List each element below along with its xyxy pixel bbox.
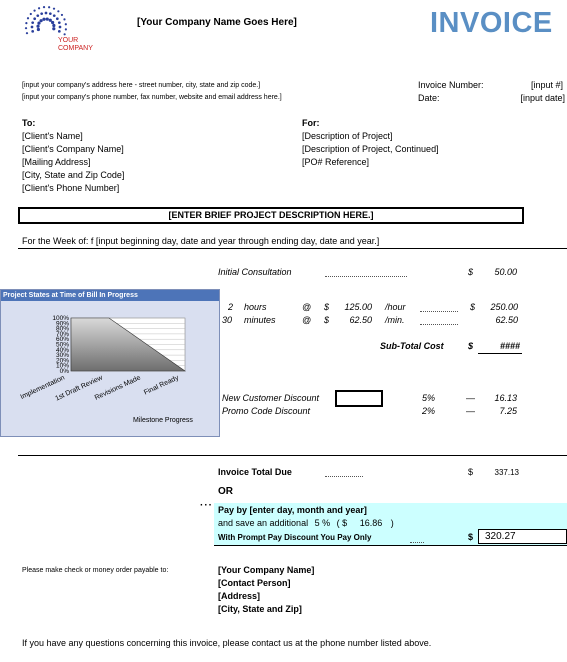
y-tick-label: 30% xyxy=(55,352,69,360)
for-line: [PO# Reference] xyxy=(302,157,370,167)
logo-dot xyxy=(56,17,59,20)
progress-chart xyxy=(0,289,220,437)
logo-dot xyxy=(65,28,67,30)
logo-text-line1: YOUR xyxy=(58,37,79,44)
to-line: [Mailing Address] xyxy=(22,157,91,167)
hours-total-currency: $ xyxy=(470,302,476,312)
y-tick-label: 50% xyxy=(55,341,69,349)
hours-rate[interactable]: 125.00 xyxy=(344,302,372,312)
discount-dash: — xyxy=(466,393,475,403)
total-due-label: Invoice Total Due xyxy=(218,467,292,477)
logo-dot xyxy=(27,17,29,19)
logo-dot xyxy=(59,26,62,29)
payable-line: [Your Company Name] xyxy=(218,565,315,575)
initial-consultation-label: Initial Consultation xyxy=(218,267,292,277)
y-tick-label: 60% xyxy=(55,336,69,344)
company-address: [input your company's address here - street number, city, state and zip code.] xyxy=(22,82,261,89)
initial-amount: 50.00 xyxy=(494,267,517,277)
for-block xyxy=(302,130,439,169)
logo-dot xyxy=(52,27,55,30)
total-due-currency: $ xyxy=(468,467,474,477)
to-block xyxy=(22,130,124,195)
subtotal-value: #### xyxy=(499,341,520,351)
for-line: [Description of Project] xyxy=(302,131,393,141)
logo-dot xyxy=(40,12,43,15)
logo-dot xyxy=(25,27,27,29)
logo-dot xyxy=(49,12,52,15)
logo-dot xyxy=(39,19,42,22)
ellipsis-marker: ··· xyxy=(200,500,213,511)
logo-dot xyxy=(43,6,45,8)
to-line: [City, State and Zip Code] xyxy=(22,170,125,180)
logo-dot xyxy=(38,7,40,9)
minutes-unit: minutes xyxy=(244,315,276,325)
logo-dot xyxy=(51,21,54,24)
logo-dot xyxy=(65,23,67,25)
discount-code-input[interactable] xyxy=(335,390,383,407)
to-label: To: xyxy=(22,118,36,128)
pay-by-line[interactable]: Pay by [enter day, month and year] xyxy=(218,505,367,515)
logo-dot xyxy=(58,21,61,24)
logo-dot xyxy=(26,32,28,34)
payable-block xyxy=(218,564,314,616)
chart-title: Project States at Time of Bill In Progress xyxy=(1,290,219,301)
logo-dot xyxy=(45,12,48,15)
discount-label: New Customer Discount xyxy=(222,393,320,403)
logo-dot xyxy=(61,14,63,16)
logo-dot xyxy=(31,30,34,33)
logo-dot xyxy=(52,24,55,27)
y-tick-label: 90% xyxy=(55,320,69,328)
chart-xlabel: Milestone Progress xyxy=(133,417,193,424)
y-tick-label: 40% xyxy=(55,346,69,354)
prompt-pay-amount-box xyxy=(478,529,567,544)
logo-dot xyxy=(53,8,55,10)
footer-question: If you have any questions concerning this invoice, please contact us at the phone number listed above. xyxy=(22,638,432,648)
week-line: For the Week of: f [input beginning day, date and year through ending day, date and year.] xyxy=(22,236,380,246)
date-label: Date: xyxy=(418,93,440,103)
page-title: INVOICE xyxy=(430,7,553,39)
minutes-rate[interactable]: 62.50 xyxy=(349,315,372,325)
hours-per: /hour xyxy=(385,302,406,312)
prompt-pay-label: With Prompt Pay Discount You Pay Only xyxy=(218,533,372,542)
logo-dot xyxy=(46,17,49,20)
project-description: [ENTER BRIEF PROJECT DESCRIPTION HERE.] xyxy=(168,210,374,220)
chart-plot xyxy=(1,301,217,435)
logo-dot xyxy=(33,17,36,20)
minutes-per: /min. xyxy=(385,315,405,325)
invoice-number-label: Invoice Number: xyxy=(418,80,484,90)
logo-dot xyxy=(48,6,50,8)
save-prefix: and save an additional xyxy=(218,518,309,528)
logo-dot xyxy=(63,18,65,20)
x-tick-label: 1st Draft Review xyxy=(54,374,104,403)
subtotal-label: Sub-Total Cost xyxy=(380,341,444,351)
logo-dot xyxy=(37,28,40,31)
company-phone: [input your company's phone number, fax number, website and email address here.] xyxy=(22,94,282,101)
discount-pct: 2% xyxy=(422,406,436,416)
prompt-pay-amount: 320.27 xyxy=(485,531,516,542)
to-line: [Client's Company Name] xyxy=(22,144,124,154)
logo-dot xyxy=(31,26,34,29)
initial-currency: $ xyxy=(468,267,474,277)
invoice-number-value[interactable]: [input #] xyxy=(530,80,563,90)
minutes-row xyxy=(222,315,518,327)
or-label: OR xyxy=(218,486,233,497)
discount-amount: 16.13 xyxy=(494,393,517,403)
minutes-total: 62.50 xyxy=(495,315,518,325)
logo-dot xyxy=(33,9,35,11)
hours-at: @ xyxy=(302,302,312,312)
logo-dot xyxy=(37,22,40,25)
y-tick-label: 100% xyxy=(52,315,69,322)
x-tick-label: Final Ready xyxy=(143,374,180,397)
y-tick-label: 10% xyxy=(55,362,69,370)
x-tick-label: Revisions Made xyxy=(93,374,142,402)
logo-dot xyxy=(30,13,32,15)
discount-pct: 5% xyxy=(422,393,436,403)
company-logo xyxy=(18,5,128,57)
payable-line: [Address] xyxy=(218,591,261,601)
payable-line: [Contact Person] xyxy=(218,578,291,588)
hours-unit: hours xyxy=(244,302,267,312)
logo-dot xyxy=(36,25,39,28)
company-name: [Your Company Name Goes Here] xyxy=(137,17,297,28)
logo-dot xyxy=(31,21,34,24)
subtotal-currency: $ xyxy=(468,341,474,351)
discount-dash: — xyxy=(466,406,475,416)
logo-dot xyxy=(42,18,45,21)
y-tick-label: 80% xyxy=(55,325,69,333)
pay-by-save-line xyxy=(218,518,394,528)
for-line: [Description of Project, Continued] xyxy=(302,144,439,154)
save-paren-open: ( $ xyxy=(336,518,348,528)
project-description-box[interactable] xyxy=(18,207,524,224)
save-paren-close: ) xyxy=(390,518,394,528)
to-line: [Client's Phone Number] xyxy=(22,183,120,193)
total-due-value: 337.13 xyxy=(494,468,519,477)
prompt-pay-currency: $ xyxy=(468,532,474,542)
logo-dot xyxy=(57,10,59,12)
payable-line: [City, State and Zip] xyxy=(218,604,302,614)
save-amount: 16.86 xyxy=(359,518,383,528)
logo-dot xyxy=(53,14,56,17)
hours-total: 250.00 xyxy=(490,302,518,312)
discount-label: Promo Code Discount xyxy=(222,406,311,416)
to-line: [Client's Name] xyxy=(22,131,83,141)
logo-dot xyxy=(64,33,66,35)
y-tick-label: 70% xyxy=(55,330,69,338)
hours-qty[interactable]: 2 xyxy=(228,302,234,312)
hours-row xyxy=(228,302,518,314)
y-tick-label: 0% xyxy=(59,368,69,375)
logo-dot xyxy=(25,22,27,24)
save-pct[interactable]: 5 xyxy=(314,518,320,528)
date-value[interactable]: [input date] xyxy=(520,93,565,103)
hours-currency: $ xyxy=(324,302,330,312)
y-tick-label: 20% xyxy=(55,357,69,365)
logo-dot xyxy=(58,30,61,33)
save-pct-sign: % xyxy=(322,518,331,528)
logo-dot xyxy=(49,19,52,22)
for-label: For: xyxy=(302,118,320,128)
logo-text-line2: COMPANY xyxy=(58,45,93,52)
x-tick-label: Implementation xyxy=(19,374,66,402)
minutes-at: @ xyxy=(302,315,312,325)
payable-label: Please make check or money order payable to: xyxy=(22,567,169,574)
minutes-currency: $ xyxy=(324,315,330,325)
discount-amount: 7.25 xyxy=(499,406,517,416)
minutes-qty[interactable]: 30 xyxy=(222,315,233,325)
logo-dot xyxy=(36,14,39,17)
